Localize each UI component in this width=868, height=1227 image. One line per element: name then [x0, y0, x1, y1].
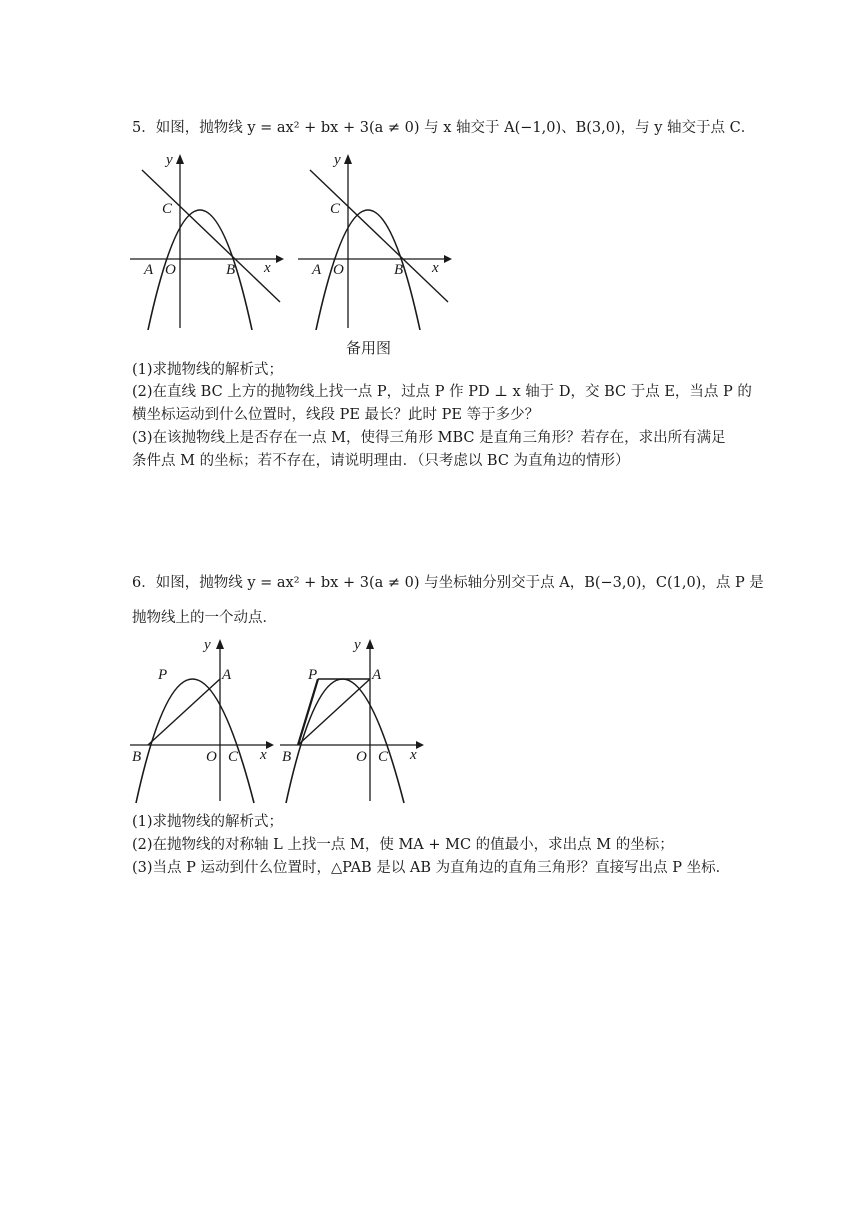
y-label: y: [334, 152, 341, 168]
x-label: x: [410, 747, 417, 763]
a-label: A: [222, 667, 232, 683]
y-label: y: [354, 637, 361, 653]
a-label: A: [312, 262, 322, 278]
o-label: O: [333, 262, 344, 278]
parabola-curve: [148, 210, 252, 330]
parabola-curve: [136, 679, 254, 803]
a-label: A: [372, 667, 382, 683]
problem6-stem-line-2: 抛物线上的一个动点．: [132, 610, 277, 626]
line-bc: [310, 170, 448, 302]
c-label: C: [162, 201, 173, 217]
x-axis-arrow: [416, 741, 424, 749]
x-axis-arrow: [444, 255, 452, 263]
b-label: B: [132, 749, 142, 765]
problem6-question-2: (2)在抛物线的对称轴 L 上找一点 M，使 MA + MC 的值最小，求出点 M 的坐标；: [132, 837, 674, 853]
parabola-curve: [316, 210, 420, 330]
b-label: B: [226, 262, 236, 278]
b-label: B: [394, 262, 404, 278]
o-label: O: [356, 749, 367, 765]
y-axis-arrow: [366, 639, 374, 649]
problem6-question-1: (1)求抛物线的解析式；: [132, 814, 284, 830]
o-label: O: [165, 262, 176, 278]
problem6-figure-1: [128, 635, 278, 805]
problem5-question-2-line-2: 横坐标运动到什么位置时，线段 PE 最长？此时 PE 等于多少？: [132, 407, 540, 423]
problem5-question-3-line-1: (3)在该抛物线上是否存在一点 M，使得三角形 MBC 是直角三角形？若存在，求出所有满足: [132, 430, 726, 446]
y-label: y: [204, 637, 211, 653]
y-axis-arrow: [176, 154, 184, 164]
parabola-curve: [286, 679, 404, 803]
y-axis-arrow: [216, 639, 224, 649]
problem5-question-3-line-2: 条件点 M 的坐标；若不存在，请说明理由．（只考虑以 BC 为直角边的情形）: [132, 453, 630, 469]
x-label: x: [260, 747, 267, 763]
problem6-question-3: (3)当点 P 运动到什么位置时，△PAB 是以 AB 为直角边的直角三角形？直接写出点 P 坐标．: [132, 860, 731, 876]
x-label: x: [264, 260, 271, 276]
parabola-graph-4: [278, 635, 428, 805]
segment-ab: [148, 679, 220, 745]
parabola-graph-3: [128, 635, 278, 805]
c-label: C: [378, 749, 389, 765]
o-label: O: [206, 749, 217, 765]
figure-caption: 备用图: [346, 339, 392, 357]
y-label: y: [166, 152, 173, 168]
x-axis-arrow: [266, 741, 274, 749]
y-axis-arrow: [344, 154, 352, 164]
p-label: P: [308, 667, 318, 683]
c-label: C: [330, 201, 341, 217]
b-label: B: [282, 749, 292, 765]
problem5-figure-2: [296, 150, 456, 332]
problem5-figure-1: [128, 150, 288, 332]
parabola-graph-2: [296, 150, 456, 332]
a-label: A: [144, 262, 154, 278]
c-label: C: [228, 749, 239, 765]
problem5-stem: 5．如图，抛物线 y = ax² + bx + 3(a ≠ 0) 与 x 轴交于 A(−1,0)、B(3,0)，与 y 轴交于点 C．: [132, 120, 756, 136]
p-label: P: [158, 667, 168, 683]
parabola-graph-1: [128, 150, 288, 332]
x-axis-arrow: [276, 255, 284, 263]
x-label: x: [432, 260, 439, 276]
line-bc: [142, 170, 280, 302]
problem6-stem-line-1: 6．如图，抛物线 y = ax² + bx + 3(a ≠ 0) 与坐标轴分别交于点 A，B(−3,0)，C(1,0)，点 P 是: [132, 575, 764, 591]
problem5-question-1: (1)求抛物线的解析式；: [132, 362, 284, 378]
problem5-question-2-line-1: (2)在直线 BC 上方的抛物线上找一点 P，过点 P 作 PD ⊥ x 轴于 D，交 BC 于点 E，当点 P 的: [132, 384, 752, 400]
problem6-figure-2: [278, 635, 428, 805]
